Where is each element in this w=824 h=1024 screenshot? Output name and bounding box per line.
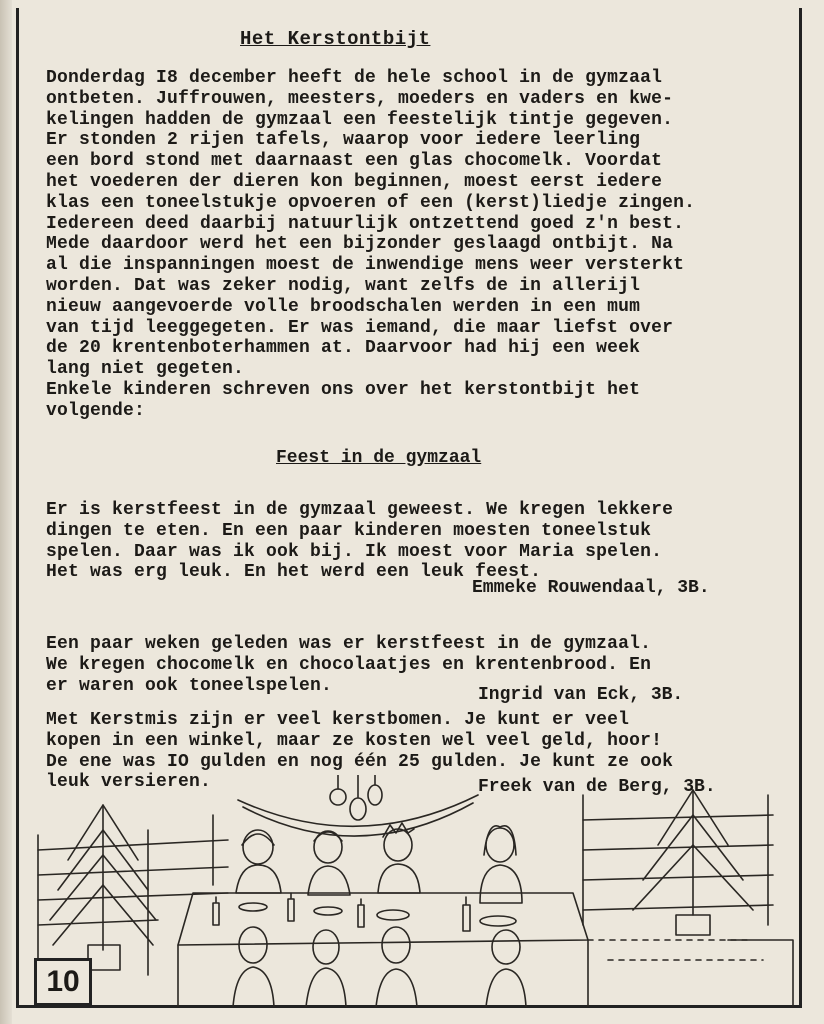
intro-line: van tijd leeggegeten. Er was iemand, die maar liefst over (46, 317, 674, 338)
essay-line: leuk versieren. (46, 772, 212, 793)
christmas-tree-icon (633, 790, 753, 935)
essay-line: Een paar weken geleden was er kerstfeest in de gymzaal. (46, 634, 652, 654)
christmas-tree-icon (50, 805, 156, 970)
child-figure-icon (378, 823, 420, 893)
intro-line: de 20 krentenboterhammen at. Daarvoor had hij een week (46, 338, 641, 359)
essay-line: Er is kerstfeest in de gymzaal geweest. We kregen lekkere (46, 500, 674, 520)
intro-line: ontbeten. Juffrouwen, meesters, moeders en vaders en kwe- (46, 88, 674, 109)
intro-line: Iedereen deed daarbij natuurlijk ontzettend goed z'n best. (46, 213, 685, 234)
essay-line: spelen. Daar was ik ook bij. Ik moest voor Maria spelen. (46, 541, 663, 562)
essay-line: De ene was IO gulden en nog één 25 gulden. Je kunt ze ook (46, 751, 674, 772)
section-title: Feest in de gymzaal (276, 448, 482, 468)
child-back-figure-icon (376, 927, 417, 1007)
article-intro (46, 68, 786, 422)
article-title: Het Kerstontbijt (240, 28, 431, 50)
christmas-breakfast-illustration (28, 775, 798, 1007)
intro-line: nieuw aangevoerde volle broodschalen werden in een mum (46, 296, 641, 317)
intro-line: al die inspanningen moest de inwendige mens weer versterkt (46, 255, 685, 276)
child-figure-icon (480, 826, 522, 903)
child-figure-icon (236, 830, 281, 893)
page-number: 10 (34, 958, 92, 1006)
essay-line: We kregen chocomelk en chocolaatjes en krentenbrood. En (46, 654, 652, 675)
essay-line: kopen in een winkel, maar ze kosten wel veel geld, hoor! (46, 730, 663, 751)
intro-line: Mede daardoor werd het een bijzonder geslaagd ontbijt. Na (46, 234, 674, 255)
intro-line: klas een toneelstukje opvoeren of een (kerst)liedje zingen. (46, 192, 696, 213)
essay-line: Het was erg leuk. En het werd een leuk feest. (46, 562, 542, 583)
page-edge (0, 0, 12, 1024)
essay-line: Met Kerstmis zijn er veel kerstbomen. Je kunt er veel (46, 710, 630, 730)
essay-line: dingen te eten. En een paar kinderen moesten toneelstuk (46, 520, 652, 541)
intro-line: het voederen der dieren kon beginnen, moest eerst iedere (46, 171, 663, 192)
essay-1 (46, 500, 786, 583)
ornament-icon (330, 775, 382, 820)
essay-author: Freek van de Berg, 3B. (478, 777, 716, 797)
child-figure-icon (308, 831, 350, 895)
intro-line: worden. Dat was zeker nodig, want zelfs de in allerijl (46, 275, 641, 296)
fence-icon (38, 815, 228, 975)
intro-line: een bord stond met daarnaast een glas chocomelk. Voordat (46, 151, 663, 172)
child-back-figure-icon (306, 930, 346, 1007)
intro-line: Donderdag I8 december heeft de hele school in de gymzaal (46, 68, 663, 88)
essay-author: Emmeke Rouwendaal, 3B. (472, 578, 710, 598)
essay-line: er waren ook toneelspelen. (46, 675, 333, 696)
intro-line: kelingen hadden de gymzaal een feestelijk tintje gegeven. (46, 109, 674, 130)
essay-author: Ingrid van Eck, 3B. (478, 685, 684, 705)
intro-line: volgende: (46, 400, 146, 421)
intro-line: Er stonden 2 rijen tafels, waarop voor iedere leerling (46, 130, 641, 151)
intro-line: Enkele kinderen schreven ons over het kerstontbijt het (46, 379, 641, 400)
child-back-figure-icon (233, 927, 274, 1007)
plate-icon (239, 903, 516, 926)
intro-line: lang niet gegeten. (46, 359, 245, 380)
